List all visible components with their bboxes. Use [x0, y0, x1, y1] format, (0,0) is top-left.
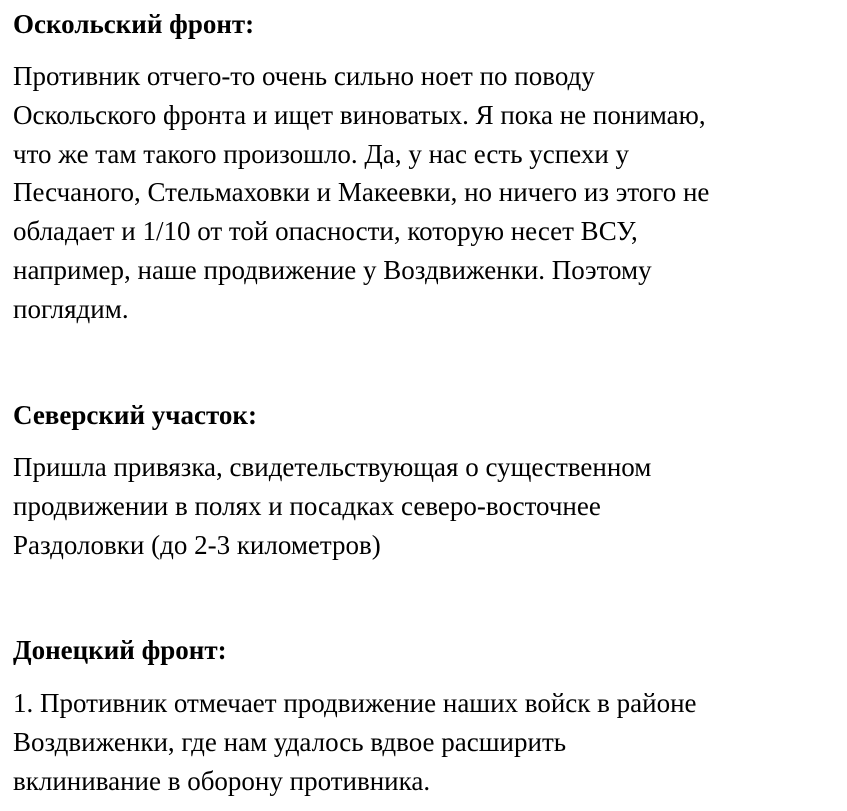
paragraph-line: например, наше продвижение у Воздвиженки. Поэтому	[13, 254, 652, 285]
paragraph-line: Противник отчего-то очень сильно ноет по поводу	[13, 61, 595, 91]
paragraph-line: 1. Противник отмечает продвижение наших войск в районе	[13, 688, 697, 718]
paragraph-line: Раздоловки (до 2-3 километров)	[13, 529, 381, 560]
section-paragraph-oskol-front	[13, 57, 843, 329]
section-heading-seversk-sector: Северский участок:	[13, 400, 257, 430]
section-paragraph-seversk-sector	[13, 448, 843, 564]
paragraph-line: Воздвиженки, где нам удалось вдвое расширить	[13, 726, 567, 757]
section-heading-donetsk-front: Донецкий фронт:	[13, 635, 227, 665]
paragraph-line: обладает и 1/10 от той опасности, которую несет ВСУ,	[13, 216, 638, 247]
paragraph-line: что же там такого произошло. Да, у нас есть успехи у	[13, 138, 630, 169]
paragraph-line: Оскольского фронта и ищет виноватых. Я пока не понимаю,	[13, 99, 706, 130]
paragraph-line: вклинивание в оборону противника.	[13, 765, 431, 796]
section-paragraph-donetsk-front	[13, 684, 843, 800]
paragraph-line: продвижении в полях и посадках северо-восточнее	[13, 490, 601, 521]
paragraph-line: Пришла привязка, свидетельствующая о существенном	[13, 452, 652, 482]
paragraph-line: поглядим.	[13, 293, 129, 324]
section-heading-oskol-front: Оскольский фронт:	[13, 9, 255, 39]
paragraph-line: Песчаного, Стельмаховки и Макеевки, но ничего из этого не	[13, 177, 710, 208]
